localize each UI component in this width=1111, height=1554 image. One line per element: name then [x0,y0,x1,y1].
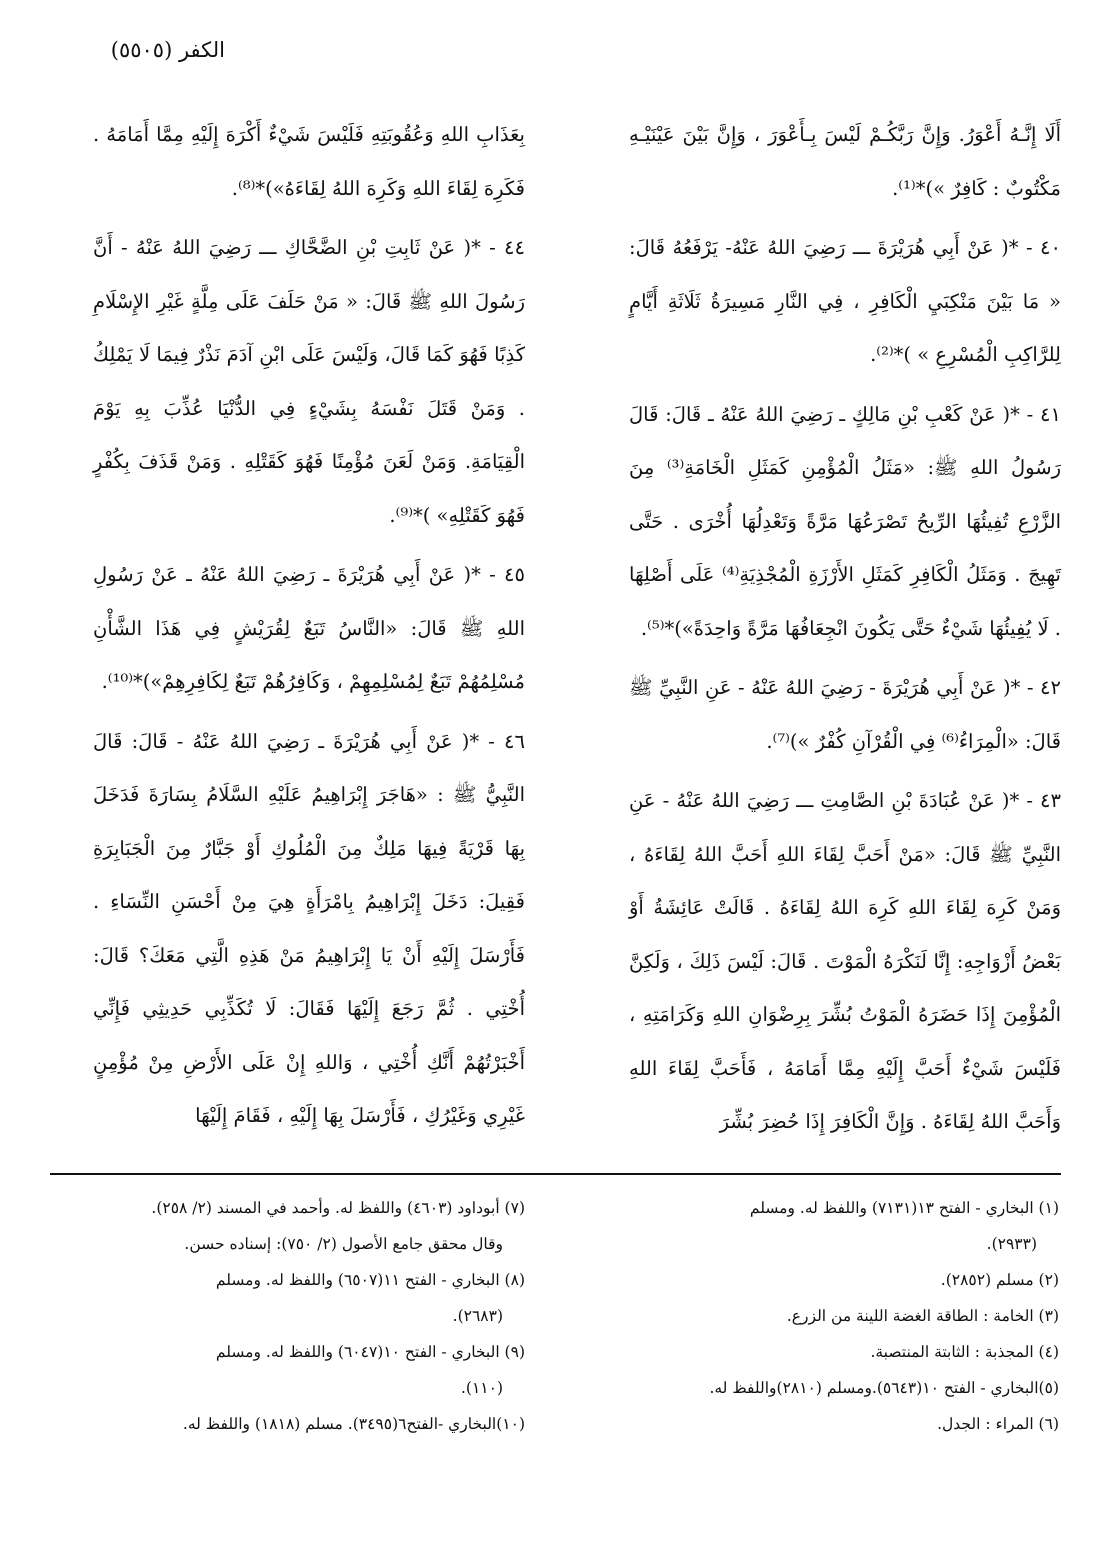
footnote-9 [95,1334,525,1406]
hadith-40: ٤٠ - *( عَنْ أَبِي هُرَيْرَةَ ـــ رَضِيَ اللهُ عَنْهُ- يَرْفَعُهُ قَالَ: « مَا بَيْنَ مَنْكِبَيِ الْكَافِرِ ، فِي النَّارِ مَسِيرَةُ ثَلَاثَةِ أَيَّامٍ لِلرَّاكِبِ الْمُسْرِعِ » )*⁽²⁾. [629,236,1061,366]
footnote-text: (٨) البخاري - الفتح ١١(٦٥٠٧) واللفظ له. ومسلم [215,1271,525,1289]
footnote-text: (٩) البخاري - الفتح ١٠(٦٠٤٧) واللفظ له. ومسلم [215,1343,525,1361]
footnote-3 [629,1298,1059,1334]
footnote-2 [629,1262,1059,1298]
footnote-text: (١) البخاري - الفتح ١٣(٧١٣١) واللفظ له. ومسلم [749,1199,1059,1217]
footnote-4 [629,1334,1059,1370]
footnote-text: (٤) المجذبة : الثابتة المنتصبة. [870,1343,1059,1361]
running-header [45,38,225,62]
footnote-8 [95,1262,525,1334]
footnote-text: (٦) المراء : الجدل. [937,1415,1059,1433]
page-header-title: الكفر (٥٥٠٥) [110,38,225,62]
hadith-41: ٤١ - *( عَنْ كَعْبِ بْنِ مَالِكٍ ـ رَضِيَ اللهُ عَنْهُ ـ قَالَ: قَالَ رَسُولُ اللهِ ﷺ: «مَثَلُ الْمُؤْمِنِ كَمَثَلِ الْخَامَةِ⁽³⁾ مِنَ الزَّرْعِ تُفِيئُهَا الرِّيحُ تَصْرَعُهَا مَرَّةً وَتَعْدِلُهَا أُخْرَى . حَتَّى تَهِيجَ . وَمَثَلُ الْكَافِرِ كَمَثَلِ الأَرْزَةِ الْمُجْذِيَةِ⁽⁴⁾ عَلَى أَصْلِهَا . لَا يُفِيئُهَا شَيْءٌ حَتَّى يَكُونَ انْجِعَافُهَا مَرَّةً وَاحِدَةً»)*⁽⁵⁾. [629,402,1061,640]
footnotes-left-column [95,1190,525,1442]
hadith-46: ٤٦ - *( عَنْ أَبِي هُرَيْرَةَ ـ رَضِيَ اللهُ عَنْهُ - قَالَ: قَالَ النَّبِيُّ ﷺ : «هَاجَرَ إِبْرَاهِيمُ عَلَيْهِ السَّلَامُ بِسَارَةَ فَدَخَلَ بِهَا قَرْيَةً فِيهَا مَلِكٌ مِنَ الْمُلُوكِ أَوْ جَبَّارٌ مِنَ الْجَبَابِرَةِ فَقِيلَ: دَخَلَ إِبْرَاهِيمُ بِامْرَأَةٍ هِيَ مِنْ أَحْسَنِ النِّسَاءِ . فَأَرْسَلَ إِلَيْهِ أَنْ يَا إِبْرَاهِيمُ مَنْ هَذِهِ الَّتِي مَعَكَ؟ قَالَ: أُخْتِي . ثُمَّ رَجَعَ إِلَيْهَا فَقَالَ: لَا تُكَذِّبِي حَدِيثِي فَإِنِّي أَخْبَرْتُهُمْ أَنَّكِ أُخْتِي ، وَاللهِ إِنْ عَلَى الأَرْضِ مِنْ مُؤْمِنٍ غَيْرِي وَغَيْرُكِ ، فَأَرْسَلَ بِهَا إِلَيْهِ ، فَقَامَ إِلَيْهَا [93,729,525,1127]
hadith-43: ٤٣ - *( عَنْ عُبَادَةَ بْنِ الصَّامِتِ ـــ رَضِيَ اللهُ عَنْهُ - عَنِ النَّبِيِّ ﷺ قَالَ: «مَنْ أَحَبَّ لِقَاءَ اللهِ أَحَبَّ اللهُ لِقَاءَهُ ، وَمَنْ كَرِهَ لِقَاءَ اللهِ كَرِهَ اللهُ لِقَاءَهُ . قَالَتْ عَائِشَةُ أَوْ بَعْضُ أَزْوَاجِهِ: إِنَّا لَنَكْرَهُ الْمَوْتَ . قَالَ: لَيْسَ ذَلِكَ ، وَلَكِنَّ الْمُؤْمِنَ إِذَا حَضَرَهُ الْمَوْتُ بُشِّرَ بِرِضْوَانِ اللهِ وَكَرَامَتِهِ ، فَلَيْسَ شَيْءٌ أَحَبَّ إِلَيْهِ مِمَّا أَمَامَهُ ، فَأَحَبَّ لِقَاءَ اللهِ وَأَحَبَّ اللهُ لِقَاءَهُ . وَإِنَّ الْكَافِرَ إِذَا حُضِرَ بُشِّرَ [629,789,1061,1133]
paragraph-continuation: بِعَذَابِ اللهِ وَعُقُوبَتِهِ فَلَيْسَ شَيْءٌ أَكْرَهَ إِلَيْهِ مِمَّا أَمَامَهُ . فَكَرِهَ لِقَاءَ اللهِ وَكَرِهَ اللهُ لِقَاءَهُ»)*⁽⁸⁾. [93,123,525,200]
main-text-left-column [93,108,525,1149]
footnote-text: (١٠)البخاري -الفتح٦(٣٤٩٥). مسلم (١٨١٨) واللفظ له. [182,1415,525,1433]
paragraph-continuation: أَلَا إِنَّـهُ أَعْوَرُ. وَإِنَّ رَبَّكُـمْ لَيْسَ بِـأَعْوَرَ ، وَإِنَّ بَيْنَ عَيْنَيْـهِ مَكْتُوبٌ : كَافِرٌ »)*⁽¹⁾. [629,123,1061,200]
footnote-text: (٧) أبوداود (٤٦٠٣) واللفظ له. وأحمد في المسند (٢/ ٢٥٨). [151,1199,525,1217]
footnote-text-continued: (١١٠). [460,1379,503,1397]
footnote-text: (٣) الخامة : الطاقة الغضة اللينة من الزرع. [786,1307,1059,1325]
footnote-6 [629,1406,1059,1442]
footnote-separator [50,1173,1061,1175]
footnote-text-continued: وقال محقق جامع الأصول (٢/ ٧٥٠): إسناده حسن. [184,1235,503,1253]
footnote-7 [95,1190,525,1262]
hadith-44: ٤٤ - *( عَنْ ثَابِتِ بْنِ الضَّحَّاكِ ـــ رَضِيَ اللهُ عَنْهُ - أَنَّ رَسُولَ اللهِ ﷺ قَالَ: « مَنْ حَلَفَ عَلَى مِلَّةٍ غَيْرِ الإِسْلَامِ كَذِبًا فَهُوَ كَمَا قَالَ، وَلَيْسَ عَلَى ابْنِ آدَمَ نَذْرٌ فِيمَا لَا يَمْلِكُ . وَمَنْ قَتَلَ نَفْسَهُ بِشَيْءٍ فِي الدُّنْيَا عُذِّبَ بِهِ يَوْمَ الْقِيَامَةِ. وَمَنْ لَعَنَ مُؤْمِنًا فَهُوَ كَقَتْلِهِ . وَمَنْ قَذَفَ بِكُفْرٍ فَهُوَ كَقَتْلِهِ» )*⁽⁹⁾. [93,236,525,527]
footnotes-right-column [629,1190,1059,1442]
footnote-text-continued: (٢٦٨٣). [452,1307,503,1325]
footnote-10 [95,1406,525,1442]
hadith-45: ٤٥ - *( عَنْ أَبِي هُرَيْرَةَ ـ رَضِيَ اللهُ عَنْهُ ـ عَنْ رَسُولِ اللهِ ﷺ قَالَ: «النَّاسُ تَبَعٌ لِقُرَيْشٍ فِي هَذَا الشَّأْنِ مُسْلِمُهُمْ تَبَعٌ لِمُسْلِمِهِمْ ، وَكَافِرُهُمْ تَبَعٌ لِكَافِرِهِمْ»)*⁽¹⁰⁾. [93,563,525,693]
footnote-text: (٥)البخاري - الفتح ١٠(٥٦٤٣).ومسلم (٢٨١٠)واللفظ له. [709,1379,1059,1397]
main-text-right-column [629,108,1061,1155]
footnote-1 [629,1190,1059,1262]
footnote-text: (٢) مسلم (٢٨٥٢). [940,1271,1059,1289]
footnote-5 [629,1370,1059,1406]
footnote-text-continued: (٢٩٣٣). [986,1235,1037,1253]
hadith-42: ٤٢ - *( عَنْ أَبِي هُرَيْرَةَ - رَضِيَ اللهُ عَنْهُ - عَنِ النَّبِيِّ ﷺ قَالَ: «الْمِرَاءُ⁽⁶⁾ فِي الْقُرْآنِ كُفْرٌ »)⁽⁷⁾. [629,676,1061,753]
